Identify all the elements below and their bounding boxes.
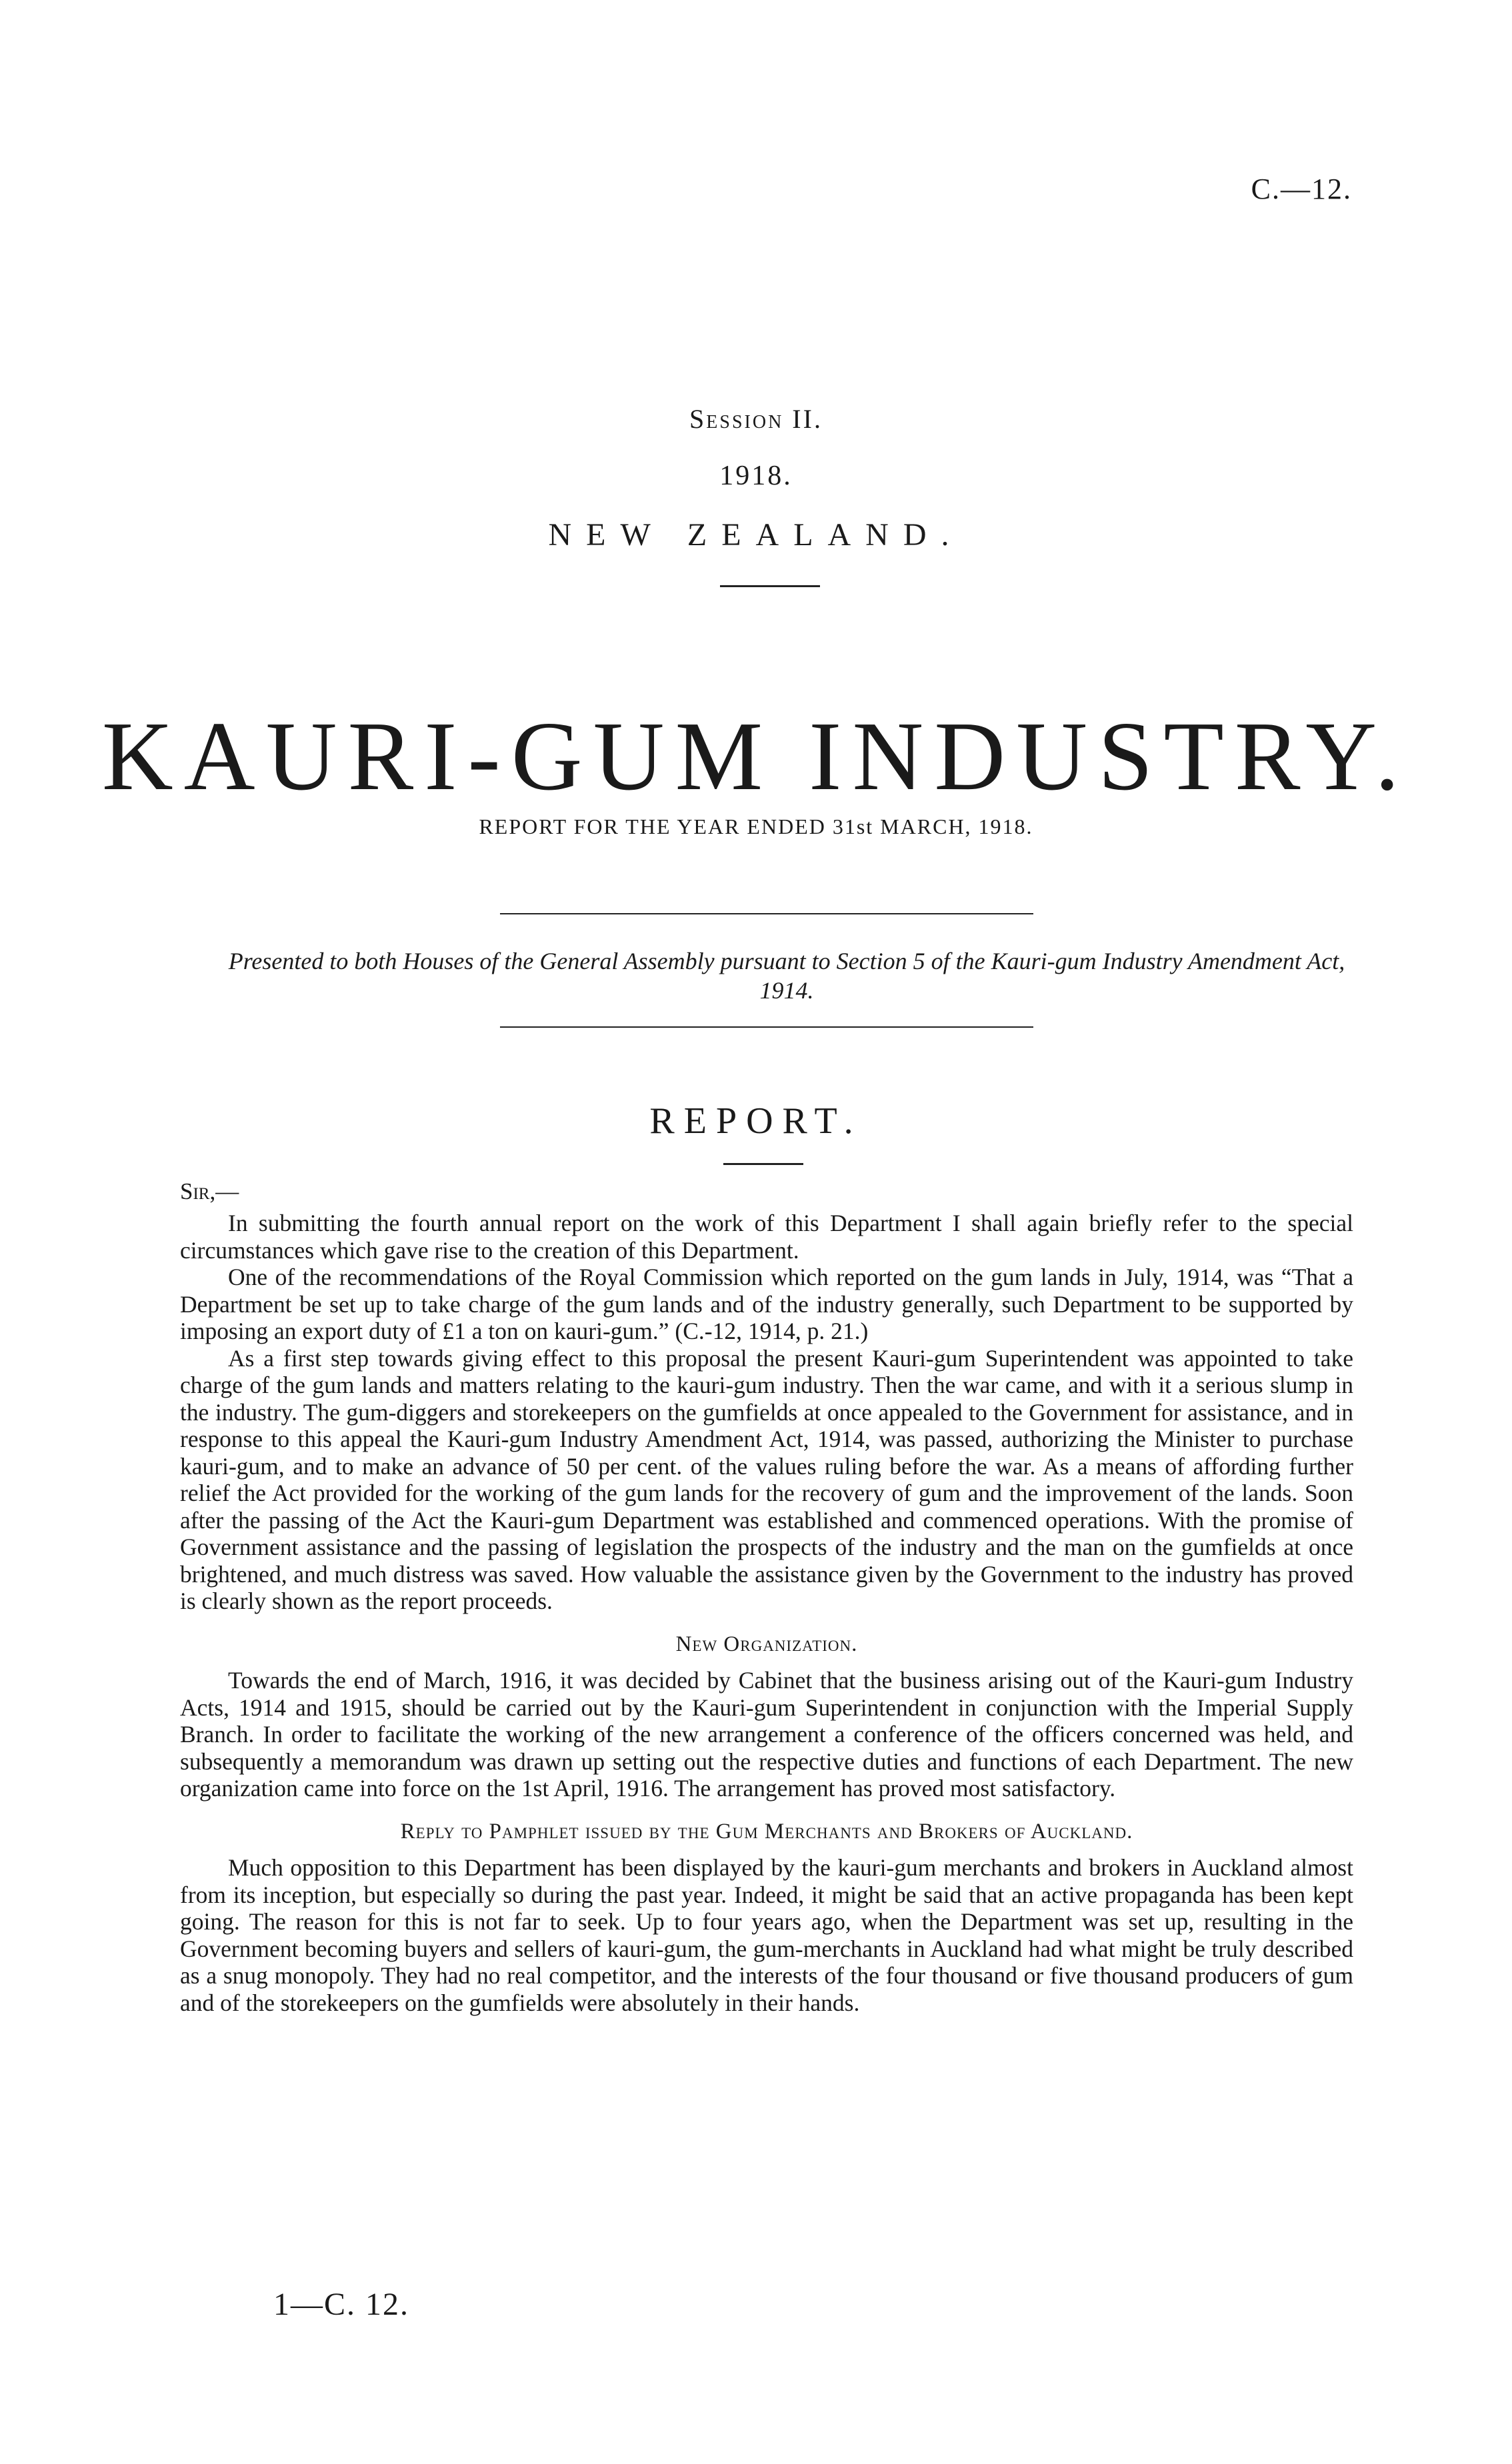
paragraph-reply-pamphlet: Much opposition to this Department has been displayed by the kauri-gum merchants and brokers in Auckland almost from its inception, but especially so during the past year. Indeed, it might be said that an active propaganda has been kept going. The reason for this is not far to seek. Up to four years ago, when the Department was set up, resulting in the Government becoming buyers and sellers of kauri-gum, the gum-merchants in Auckland had what might be truly described as a snug monopoly. They had no real competitor, and the interests of the four thousand or five thousand producers of gum and of the storekeepers on the gumfields were absolutely in their hands.: [180, 1854, 1353, 2016]
section-heading-new-organization: New Organization.: [675, 1632, 858, 1656]
lower-divider-rule: [500, 1026, 1033, 1028]
upper-divider-rule: [500, 913, 1033, 914]
page-signature: 1—C. 12.: [273, 2287, 410, 2322]
report-title: KAURI-GUM INDUSTRY.: [101, 702, 1411, 811]
report-heading: REPORT.: [649, 1100, 863, 1142]
country-label: NEW ZEALAND.: [548, 517, 964, 553]
report-heading-rule: [723, 1163, 803, 1165]
paragraph-intro-2: One of the recommendations of the Royal Commission which reported on the gum lands in July, 1914, was “That a Department be set up to take charge of the gum lands and of the industry generally, such Department to be supported by imposing an export duty of £1 a ton on kauri-gum.” (C.-12, 1914, p. 21.): [180, 1264, 1353, 1344]
paragraph-intro-1: In submitting the fourth annual report on the work of this Department I shall again briefly refer to the special circumstances which gave rise to the creation of this Department.: [180, 1210, 1353, 1264]
paragraph-new-organization: Towards the end of March, 1916, it was decided by Cabinet that the business arising out of the Kauri-gum Industry Acts, 1914 and 1915, should be carried out by the Kauri-gum Superintendent in conjunction with the Imperial Supply Branch. In order to facilitate the working of the new arrangement a conference of the officers concerned was held, and subsequently a memorandum was drawn up setting out the respective duties and functions of each Department. The new organization came into force on the 1st April, 1916. The arrangement has proved most satisfactory.: [180, 1667, 1353, 1802]
presented-note: Presented to both Houses of the General Assembly pursuant to Section 5 of the Kauri-gum Industry Amendment Act, 1914.: [228, 948, 1345, 1004]
report-subtitle: REPORT FOR THE YEAR ENDED 31st MARCH, 1918.: [479, 814, 1033, 838]
salutation: Sir,—: [180, 1178, 239, 1204]
session-label: Session II.: [689, 404, 823, 434]
report-body: [180, 1210, 1353, 2016]
paragraph-intro-3: As a first step towards giving effect to this proposal the present Kauri-gum Superintendent was appointed to take charge of the gum lands and matters relating to the kauri-gum industry. Then the war came, and with it a serious slump in the industry. The gum-diggers and storekeepers on the gumfields at once appealed to the Government for assistance, and in response to this appeal the Kauri-gum Industry Amendment Act, 1914, was passed, authorizing the Minister to purchase kauri-gum, and to make an advance of 50 per cent. of the values ruling before the war. As a means of affording further relief the Act provided for the working of the gum lands for the recovery of gum and the improvement of the lands. Soon after the passing of the Act the Kauri-gum Department was established and commenced operations. With the promise of Government assistance and the passing of legislation the prospects of the industry and the man on the gumfields at once brightened, and much distress was saved. How valuable the assistance given by the Government to the industry has proved is clearly shown as the report proceeds.: [180, 1344, 1353, 1614]
masthead-rule: [720, 585, 820, 587]
document-number: C.—12.: [1251, 173, 1352, 205]
section-heading-reply-pamphlet: Reply to Pamphlet issued by the Gum Merchants and Brokers of Auckland.: [400, 1819, 1133, 1844]
year-label: 1918.: [719, 461, 793, 491]
